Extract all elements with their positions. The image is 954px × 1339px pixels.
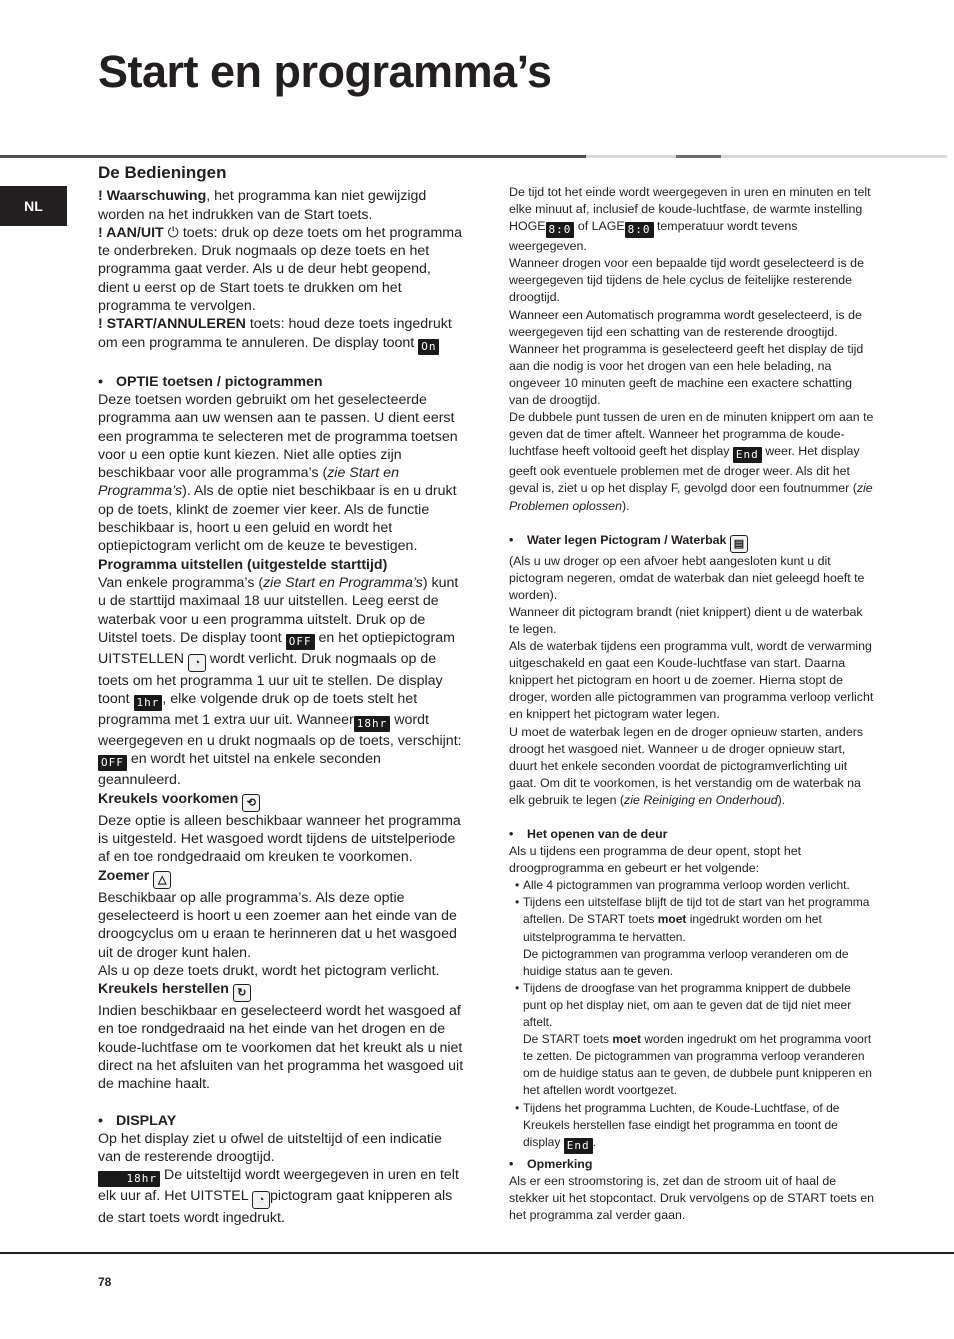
delay-heading: Programma uitstellen (uitgestelde starttijd) [98,556,388,573]
list-item: • Alle 4 pictogrammen van programma verloop worden verlicht. [515,878,850,893]
language-tab: NL [0,186,67,226]
header-rule-light [586,155,676,158]
note-heading: • Opmerking [509,1156,593,1171]
crease-paragraph: Deze optie is alleen beschikbaar wanneer het programma is uitgesteld. Het wasgoed wordt tijdens de uitstelperiode af en toe rondgedraaid om kreuken te voorkomen. [98,812,461,866]
time-paragraph: De tijd tot het einde wordt weergegeven in uren en minuten en telt elke minuut af, inclusief de koude-luchtfase, de warmte instelling HOGE 8:0 of LAGE 8:0 temperatuur wordt tevens weergegeven. [509,185,871,254]
display-end-2: End [564,1138,593,1154]
display-paragraph-a: Op het display ziet u ofwel de uitsteltijd of een indicatie van de resterende droogtijd. [98,1130,442,1166]
display-low: 8:0 [625,222,654,238]
crease-recover-icon: ↻ [233,984,251,1002]
display-paragraph-b: 18hr De uitsteltijd wordt weergegeven in uren en telt elk uur af. Het UITSTEL ◔ pictogram gaat knipperen als de start toets wordt ingedrukt. [98,1167,459,1227]
header-rule-dark [0,155,586,158]
display-off: OFF [286,634,315,650]
header-rule-light-end [721,155,947,158]
page-title: Start en programma’s [98,46,552,97]
option-paragraph: Deze toetsen worden gebruikt om het geselecteerde programma aan uw wensen aan te passen. U dient eerst een programma te selecteren met de programma toetsen voor u een optie kunt kiezen. Niet alle opties zijn beschikbaar voor alle programma’s (zie Start en Programma’s). Als de optie niet beschikbaar is en u drukt op de toets, klinkt de zoemer vier keer. Als de functie beschikbaar is, hoort u een geluid en wordt het optiepictogram verlicht om de keuze te bevestigen. [98,391,458,555]
power-icon: ⏻ [167,224,179,241]
list-item: • Tijdens de droogfase van het programma knippert de dubbele punt op het display niet, om aan te geven dat de tijd niet meer aftelt. De START toets moet worden ingedrukt om het programma voort te zetten. De pictogrammen van programma verloop veranderen om de huidige status aan te geven, de dubbele punt knipperen en het aftellen wordt voortgezet. [515,980,872,1098]
water-paragraph-2: Wanneer dit pictogram brandt (niet knippert) dient u de waterbak te legen. [509,604,863,636]
left-column [98,160,464,1228]
delay-icon-2: ◔ [252,1191,270,1209]
warning-label: Waarschuwing [106,188,207,205]
crease-heading: Kreukels voorkomen ⟲ [98,790,464,812]
buzzer-paragraph-a: Beschikbaar op alle programma’s. Als deze optie geselecteerd is hoort u een zoemer aan het einde van de droogcyclus om u eraan te herinneren dat u het wasgoed uit de droger kunt halen. [98,889,457,961]
door-list [509,877,875,1153]
colon-paragraph: De dubbele punt tussen de uren en de minuten knippert om aan te geven dat de timer aftelt. Wanneer het programma de koude-luchtfase heeft voltooid geeft het display End weer. Het display geeft ook eventuele problemen met de droger weer. Als dit het geval is, ziet u op het display F, gevolgd door een foutnummer (zie Problemen oplossen). [509,410,874,513]
water-heading: • Water legen Pictogram / Waterbak ▤ [509,532,875,553]
startcancel-paragraph: ! START/ANNULEREN toets: houd deze toets ingedrukt om een programma te annuleren. De display toont On [98,316,452,353]
note-paragraph: Als er een stroomstoring is, zet dan de stroom uit of haal de stekker uit het stopcontact. Druk vervolgens op de START toets en het programma zal verder gaan. [509,1173,875,1222]
right-column [509,184,875,1224]
display-end: End [733,447,762,463]
startcancel-label: START/ANNULEREN [106,316,246,333]
delay-paragraph: Van enkele programma’s (zie Start en Programma’s) kunt u de starttijd maximaal 18 uur uitstellen. Leeg eerst de waterbak voor u een programma uitstelt. Druk op de Uitstel toets. De display toont OFF en het optiepictogram UITSTELLEN ◔ wordt verlicht. Druk nogmaals op de toets om het programma 1 uur uit te stellen. De display toont 1hr , elke volgende druk op de toets stelt het programma met 1 extra uur uit. Wanneer 18hr wordt weergegeven en u drukt nogmaals op de toets, verschijnt: OFF en wordt het uitstel na enkele seconden geannuleerd. [98,574,462,789]
crease-prevent-icon: ⟲ [242,794,260,812]
display-heading: • DISPLAY [98,1112,177,1129]
timed-paragraph: Wanneer drogen voor een bepaalde tijd wordt geselecteerd is de weergegeven tijd tijdens de hele cyclus de feitelijke resterende droogtijd. [509,256,864,305]
display-18hr: 18hr [354,716,391,732]
buzzer-paragraph-b: Als u op deze toets drukt, wordt het pictogram verlicht. [98,962,440,979]
door-heading: • Het openen van de deur [509,827,668,841]
display-1hr: 1hr [134,695,163,711]
buzzer-icon: △ [153,871,171,889]
recover-paragraph: Indien beschikbaar en geselecteerd wordt het wasgoed af en toe rondgedraaid na het einde van het drogen en de koude-luchtfase om te voorkomen dat het kreukt als u niet direct na het afsluiten van het programma het wasgoed uit de machine haalt. [98,1003,464,1093]
water-paragraph-3: Als de waterbak tijdens een programma vult, wordt de verwarming uitgeschakeld en gaat een Koude-luchtfase van start. Daarna knippert het pictogram en hoort u de zoemer. Hierna stopt de droger, worden alle pictogrammen van programma verloop verlicht en knippert het pictogram water legen. [509,639,874,722]
display-on: On [418,339,439,355]
list-item: • Tijdens het programma Luchten, de Koude-Luchtfase, of de Kreukels herstellen fase eindigt het programma en toont de display End . [515,1100,840,1152]
water-paragraph-4: U moet de waterbak legen en de droger opnieuw starten, anders droogt het wasgoed niet. Wanneer u de droger opnieuw start, duurt het enkele seconden voordat de pictogramverlichting uit gaat. Om dit te voorkomen, is het verstandig om de waterbak na elk gebruik te legen (zie Reiniging en Onderhoud). [509,724,864,807]
onoff-paragraph: ! AAN/UIT ⏻ toets: druk op deze toets om het programma te onderbreken. Druk nogmaals op deze toets en het programma gaat verder. Als u de deur hebt geopend, dient u eerst op de Start toets te drukken om het programma te vervolgen. [98,224,462,315]
warning-paragraph: ! Waarschuwing, het programma kan niet gewijzigd worden na het indrukken van de Start toets. [98,188,427,223]
recover-heading: Kreukels herstellen ↻ [98,980,464,1002]
display-off-2: OFF [98,755,127,771]
section-heading: De Bedieningen [98,163,227,182]
water-paragraph-1: (Als u uw droger op een afvoer hebt aangesloten kunt u dit pictogram negeren, omdat de waterbak dan niet geleegd hoeft te worden). [509,553,865,602]
onoff-label: AAN/UIT [106,224,164,241]
display-example: 18hr [98,1171,160,1187]
footer-rule [0,1252,954,1254]
option-heading: • OPTIE toetsen / pictogrammen [98,373,323,390]
auto-paragraph: Wanneer een Automatisch programma wordt geselecteerd, is de weergegeven tijd een schatting van de resterende droogtijd. Wanneer het programma is geselecteerd geeft het display de tijd aan die nodig is voor het drogen van een hele belading, na ongeveer 10 minuten geeft de machine een exactere schatting van de droogtijd. [509,307,864,408]
display-high: 8:0 [546,222,575,238]
buzzer-heading: Zoemer △ [98,867,464,889]
delay-icon: ◔ [188,654,206,672]
list-item: • Tijdens een uitstelfase blijft de tijd tot de start van het programma aftellen. De START toets moet ingedrukt worden om het uitstelprogramma te hervatten. De pictogrammen van programma verloop veranderen om de huidige status aan te geven. [515,895,870,978]
water-container-icon: ▤ [730,535,748,553]
header-rule-mid [676,155,721,158]
door-intro: Als u tijdens een programma de deur opent, stopt het droogprogramma en gebeurt er het volgende: [509,844,802,876]
page-number: 78 [98,1275,112,1289]
